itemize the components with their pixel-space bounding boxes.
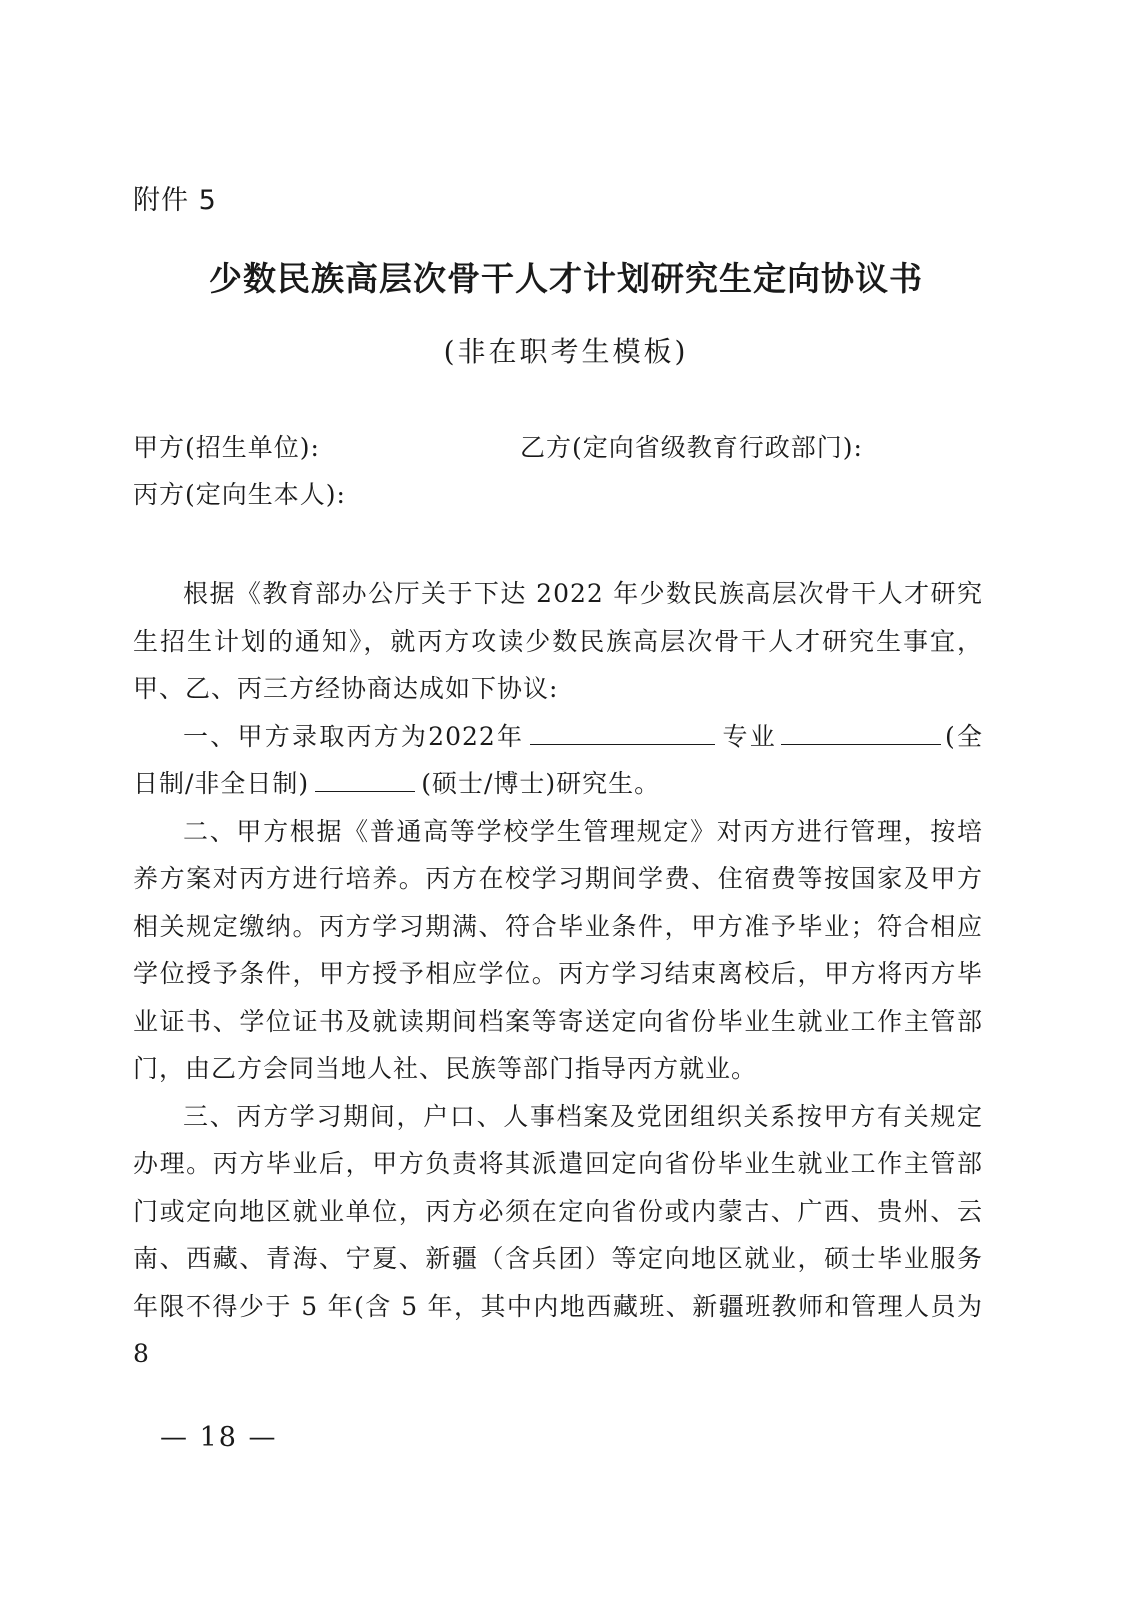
party-a-label: 甲方(招生单位): <box>133 433 320 462</box>
clause-1-paragraph <box>133 713 983 808</box>
party-b-label: 乙方(定向省级教育行政部门): <box>520 433 863 462</box>
party-c-label: 丙方(定向生本人): <box>133 480 346 509</box>
page-number: — 18 — <box>160 1422 278 1453</box>
attachment-label: 附件 5 <box>133 185 217 216</box>
clause-2-paragraph: 二、甲方根据《普通高等学校学生管理规定》对丙方进行管理，按培养方案对丙方进行培养。丙方在校学习期间学费、住宿费等按国家及甲方相关规定缴纳。丙方学习期满、符合毕业条件，甲方准予毕业；符合相应学位授予条件，甲方授予相应学位。丙方学习结束离校后，甲方将丙方毕业证书、学位证书及就读期间档案等寄送定向省份毕业生就业工作主管部门，由乙方会同当地人社、民族等部门指导丙方就业。 <box>133 816 983 1083</box>
clause-1-text-c: (全日制/非全日制) <box>133 721 983 798</box>
intro-paragraph: 根据《教育部办公厅关于下达 2022 年少数民族高层次骨干人才研究生招生计划的通知》，就丙方攻读少数民族高层次骨干人才研究生事宜，甲、乙、丙三方经协商达成如下协议: <box>133 579 983 703</box>
major-year-blank[interactable] <box>530 714 715 745</box>
degree-type-blank[interactable] <box>315 761 415 792</box>
document-subtitle: (非在职考生模板) <box>443 335 689 368</box>
agreement-body <box>133 570 983 1378</box>
clause-1-text-b: 专业 <box>721 721 777 751</box>
major-blank[interactable] <box>781 714 941 745</box>
clause-1-text-d: (硕士/博士)研究生。 <box>421 769 661 798</box>
clause-1-text-a: 一、甲方录取丙方为2022年 <box>183 721 525 751</box>
document-title: 少数民族高层次骨干人才计划研究生定向协议书 <box>209 259 923 298</box>
clause-3-paragraph: 三、丙方学习期间，户口、人事档案及党团组织关系按甲方有关规定办理。丙方毕业后，甲方负责将其派遣回定向省份毕业生就业工作主管部门或定向地区就业单位，丙方必须在定向省份或内蒙古、广西、贵州、云南、西藏、青海、宁夏、新疆（含兵团）等定向地区就业，硕士毕业服务年限不得少于 5 年(含 5 年，其中内地西藏班、新疆班教师和管理人员为 8 <box>133 1101 983 1368</box>
